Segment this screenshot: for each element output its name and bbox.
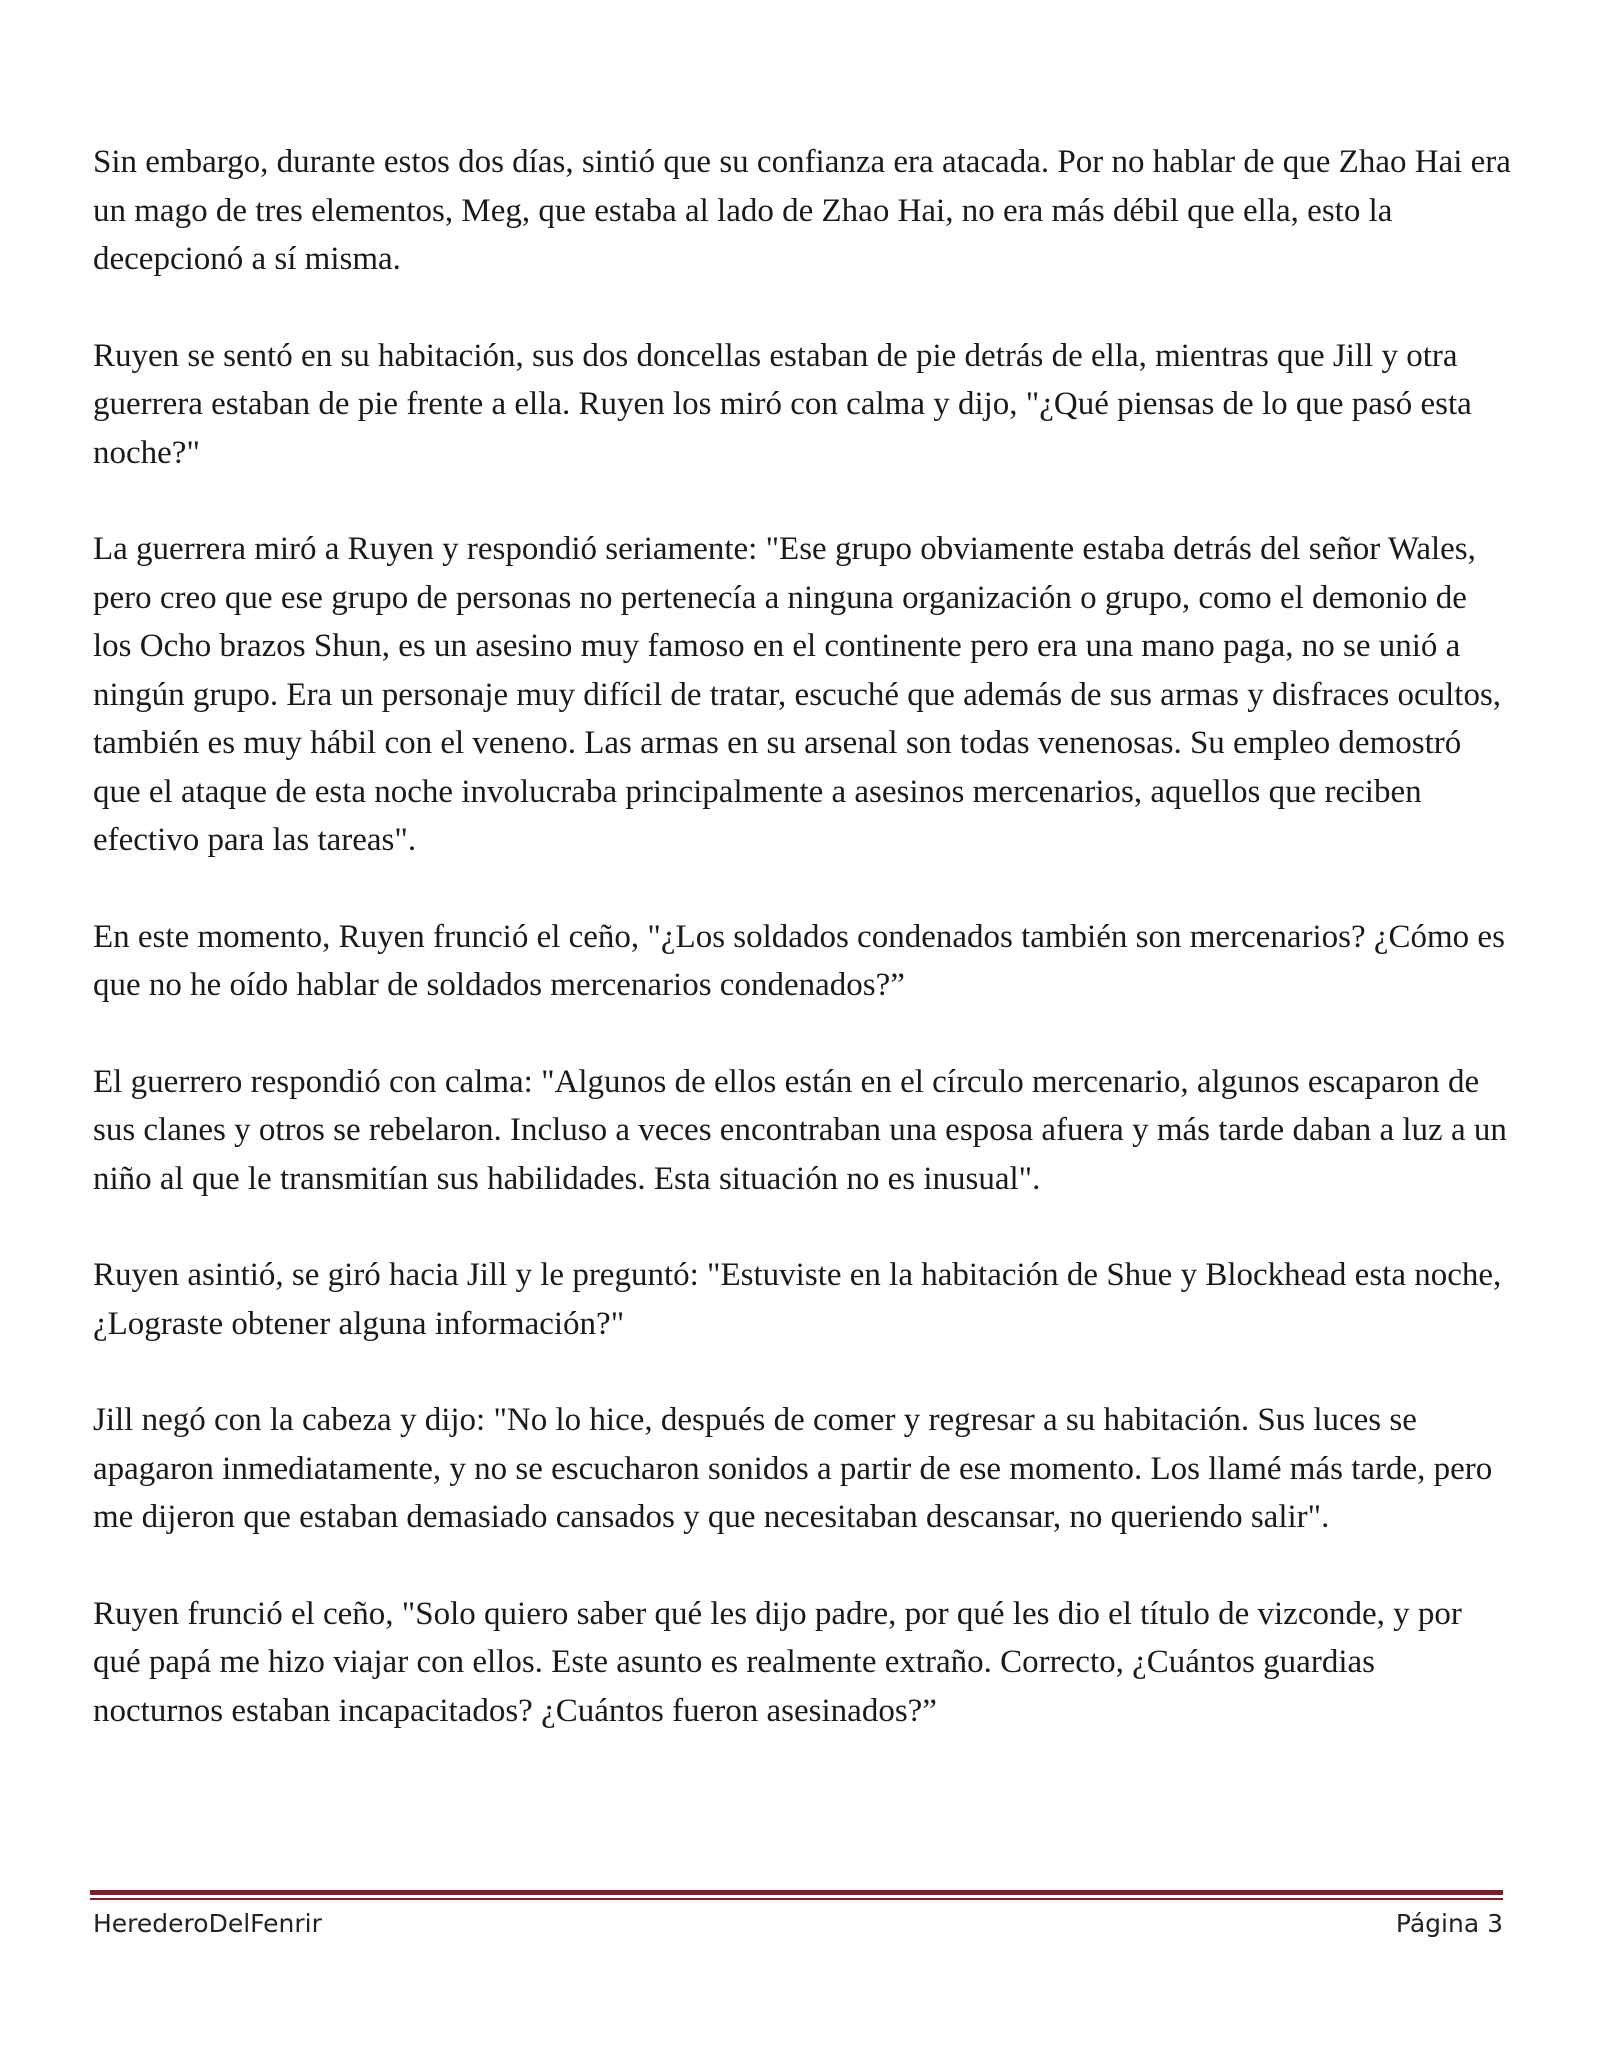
- paragraph: En este momento, Ruyen frunció el ceño, "¿Los soldados condenados también son mercenarios? ¿Cómo es que no he oído hablar de soldados mercenarios condenados?”: [93, 918, 1505, 1003]
- body-text: [93, 138, 1513, 1783]
- paragraph: Jill negó con la cabeza y dijo: "No lo hice, después de comer y regresar a su habitación. Sus luces se apagaron inmediatamente, y no se escucharon sonidos a partir de ese momento. Los llamé más tarde, pero me dijeron que estaban demasiado cansados y que necesitaban descansar, no queriendo salir".: [93, 1402, 1493, 1535]
- paragraph: Sin embargo, durante estos dos días, sintió que su confianza era atacada. Por no hablar de que Zhao Hai era un mago de tres elementos, Meg, que estaba al lado de Zhao Hai, no era más débil que ella, esto la decepcionó a sí misma.: [93, 144, 1511, 277]
- paragraph: Ruyen frunció el ceño, "Solo quiero saber qué les dijo padre, por qué les dio el título de vizconde, y por qué papá me hizo viajar con ellos. Este asunto es realmente extraño. Correcto, ¿Cuántos guardias nocturnos estaban incapacitados? ¿Cuántos fueron asesinados?”: [93, 1595, 1462, 1729]
- footer-divider: [90, 1890, 1503, 1900]
- paragraph: Ruyen se sentó en su habitación, sus dos doncellas estaban de pie detrás de ella, mientras que Jill y otra guerrera estaban de pie frente a ella. Ruyen los miró con calma y dijo, "¿Qué piensas de lo que pasó esta noche?": [93, 337, 1472, 471]
- footer-divider-thick: [90, 1890, 1503, 1895]
- page-number: Página 3: [1395, 1909, 1503, 1938]
- footer-divider-thin: [90, 1898, 1503, 1900]
- paragraph: La guerrera miró a Ruyen y respondió seriamente: "Ese grupo obviamente estaba detrás del señor Wales, pero creo que ese grupo de personas no pertenecía a ninguna organización o grupo, como el demonio de los Ocho brazos Shun, es un asesino muy famoso en el continente pero era una mano paga, no se unió a ningún grupo. Era un personaje muy difícil de tratar, escuché que además de sus armas y disfraces ocultos, también es muy hábil con el veneno. Las armas en su arsenal son todas venenosas. Su empleo demostró que el ataque de esta noche involucraba principalmente a asesinos mercenarios, aquellos que reciben efectivo para las tareas".: [93, 531, 1502, 858]
- paragraph: El guerrero respondió con calma: "Algunos de ellos están en el círculo mercenario, algunos escaparon de sus clanes y otros se rebelaron. Incluso a veces encontraban una esposa afuera y más tarde daban a luz a un niño al que le transmitían sus habilidades. Esta situación no es inusual".: [93, 1063, 1507, 1197]
- footer-author: HerederoDelFenrir: [93, 1909, 322, 1938]
- page-footer: [93, 1903, 1503, 1943]
- paragraph: Ruyen asintió, se giró hacia Jill y le preguntó: "Estuviste en la habitación de Shue y Blockhead esta noche, ¿Lograste obtener alguna información?": [93, 1257, 1502, 1342]
